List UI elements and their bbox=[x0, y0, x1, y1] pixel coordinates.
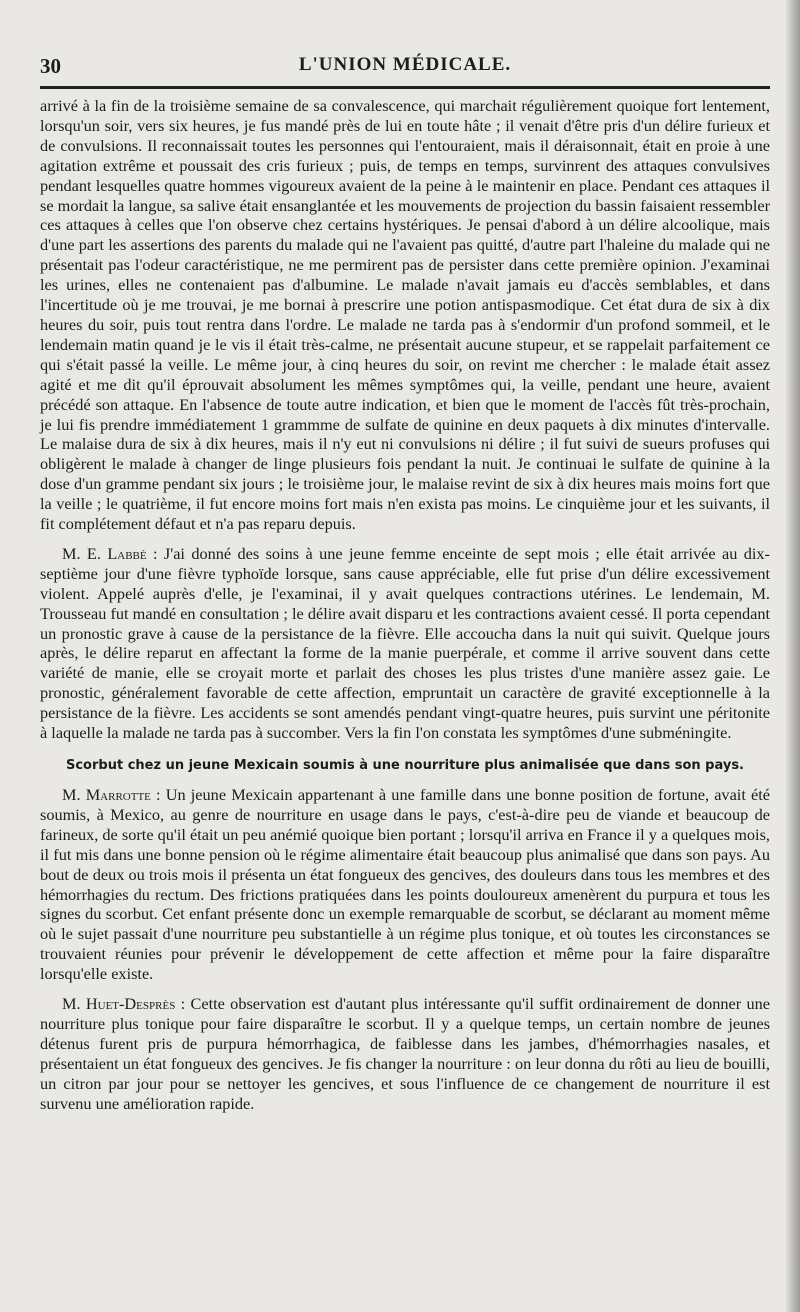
paragraph-marrotte bbox=[40, 785, 770, 984]
speaker-name: M. Huet-Desprès : bbox=[62, 994, 186, 1014]
speaker-name: M. Marrotte : bbox=[62, 785, 161, 804]
speaker-name: M. E. Labbé : bbox=[62, 543, 158, 563]
article-body bbox=[40, 96, 770, 1114]
section-heading: Scorbut chez un jeune Mexicain soumis à une nourriture plus animalisée que dans son pays. bbox=[65, 758, 744, 773]
paragraph-text: Cette observation est d'autant plus intéressante qu'il suffit ordinairement de donner une nourriture plus tonique pour faire disparaître le scorbut. Il y a quelque temps, un certain nombre de jeunes détenus furent pris de purpura hémorrhagica, de faiblesse dans les jambes, d'hémorrhagies nasales, et présentaient un état fongueux des gencives. Je fis changer la nourriture : on leur donna du rôti au lieu de bouilli, un citron par jour pour se nettoyer les gencives, et sous l'influence de ce changement de nourriture il est survenu une amélioration rapide. bbox=[40, 994, 771, 1113]
paragraph-huet-despres bbox=[40, 994, 770, 1113]
page-header bbox=[40, 48, 770, 88]
paragraph-text: Un jeune Mexicain appartenant à une famille dans une bonne position de fortune, avait été soumis, à Mexico, au genre de nourriture en usage dans le pays, c'est-à-dire peu de viande et beaucoup de farineux, de sorte qu'il était un peu anémié quoique bien portant ; lorsqu'il arriva en France il y a quelques mois, il fut mis dans une bonne pension où le régime alimentaire était beaucoup plus animalisé que dans son pays. Au bout de deux ou trois mois il présenta un état fongueux des gencives, des douleurs dans tous les membres et des hémorrhagies du rectum. Des frictions pratiquées dans les points douloureux amenèrent du purpura et tous les signes du scorbut. Cet enfant présente donc un exemple remarquable de scorbut, se déclarant au moment même où le sujet passait d'une nourriture peu substantielle à un régime plus tonique, et où toutes les circonstances se trouvaient réunies pour prévenir le développement de cette affection et même pour la faire disparaître lorsqu'elle existe. bbox=[40, 785, 770, 984]
paragraph-continuation: arrivé à la fin de la troisième semaine de sa convalescence, qui marchait régulièrement quoique fort lentement, lorsqu'un soir, vers six heures, je fus mandé près de lui en toute hâte ; il venait d'être pris d'un délire furieux et de convulsions. Il reconnaissait toutes les personnes qui l'entouraient, mais il déraisonnait, était en proie à une agitation extrême et poussait des cris furieux ; puis, de temps en temps, survinrent des attaques convulsives pendant lesquelles quatre hommes vigoureux avaient de la peine à le maintenir en place. Pendant ces attaques il se mordait la langue, sa salive était ensanglantée et les mouvements de projection du bassin faisaient ressembler ces attaques à celles que l'on observe chez certains hystériques. Je pensai d'abord à un délire alcoolique, mais d'une part les assertions des parents du malade qui ne l'avaient pas quitté, d'autre part l'haleine du malade qui ne présentait pas l'odeur caractéristique, ne me permirent pas de persister dans cette première opinion. J'examinai les urines, elles ne contenaient pas d'albumine. Le malade n'avait jamais eu d'accès semblables, et dans l'incertitude où je me trouvai, je me bornai à prescrire une potion antispasmodique. Cet état dura de six à dix heures du soir, puis tout rentra dans l'ordre. Le malade ne tarda pas à s'endormir d'un profond sommeil, et le lendemain matin quand je le vis il était très-calme, ne présentait aucune stupeur, et se rappelait parfaitement ce qui s'était passé la veille. Le même jour, à cinq heures du soir, on revint me chercher : le malade était assez agité et me dit qu'il éprouvait absolument les mêmes symptômes qui, la veille, pendant une heure, avaient précédé son attaque. En l'absence de toute autre indication, et bien que le moment de l'accès fût très-prochain, je lui fis prendre immédiatement 1 grammme de sulfate de quinine en deux paquets à dix minutes d'intervalle. Le malaise dura de six à dix heures, mais il n'y eut ni convulsions ni délire ; il fut suivi de sueurs profuses qui obligèrent le malade à changer de linge plusieurs fois pendant la nuit. Je continuai le sulfate de quinine à la dose d'un gramme pendant six jours ; le troisième jour, le malaise revint de six à dix heures mais moins fort que la veille ; le quatrième, il fut encore moins fort mais n'en exista pas moins. Le cinquième jour et les suivants, il fit complétement défaut et n'a pas reparu depuis. bbox=[40, 96, 770, 534]
page-number: 30 bbox=[40, 54, 61, 78]
journal-title: L'UNION MÉDICALE. bbox=[298, 54, 512, 75]
header-rule bbox=[40, 86, 770, 89]
page-edge bbox=[786, 0, 800, 1312]
paragraph-text: J'ai donné des soins à une jeune femme enceinte de sept mois ; elle était arrivée au dix-septième jour d'une fièvre typhoïde lorsque, sans cause appréciable, elle fut prise d'un délire excessivement violent. Appelé auprès d'elle, je l'examinai, il y avait quelques contractions utérines. Le lendemain, M. Trousseau fut mandé en consultation ; le délire avait disparu et les contractions avaient cessé. Il porta cependant un pronostic grave à cause de la persistance de la fièvre. Elle accoucha dans la nuit qui suivit. Quelque jours après, le délire reparut en affectant la forme de la manie puerpérale, et comme il arrive souvent dans cette variété de manie, elle se croyait morte et parlait des choses les plus tristes d'une manière assez gaie. Le pronostic, généralement favorable de cette affection, empruntait un caractère de gravité exceptionnelle à la persistance de la fièvre. Les accidents se sont amendés pendant vingt-quatre heures, puis survint une péritonite à laquelle la malade ne tarda pas à succomber. Vers la fin l'on constata les symptômes d'une subméningite. bbox=[40, 543, 770, 743]
paragraph-labbe bbox=[40, 544, 770, 743]
